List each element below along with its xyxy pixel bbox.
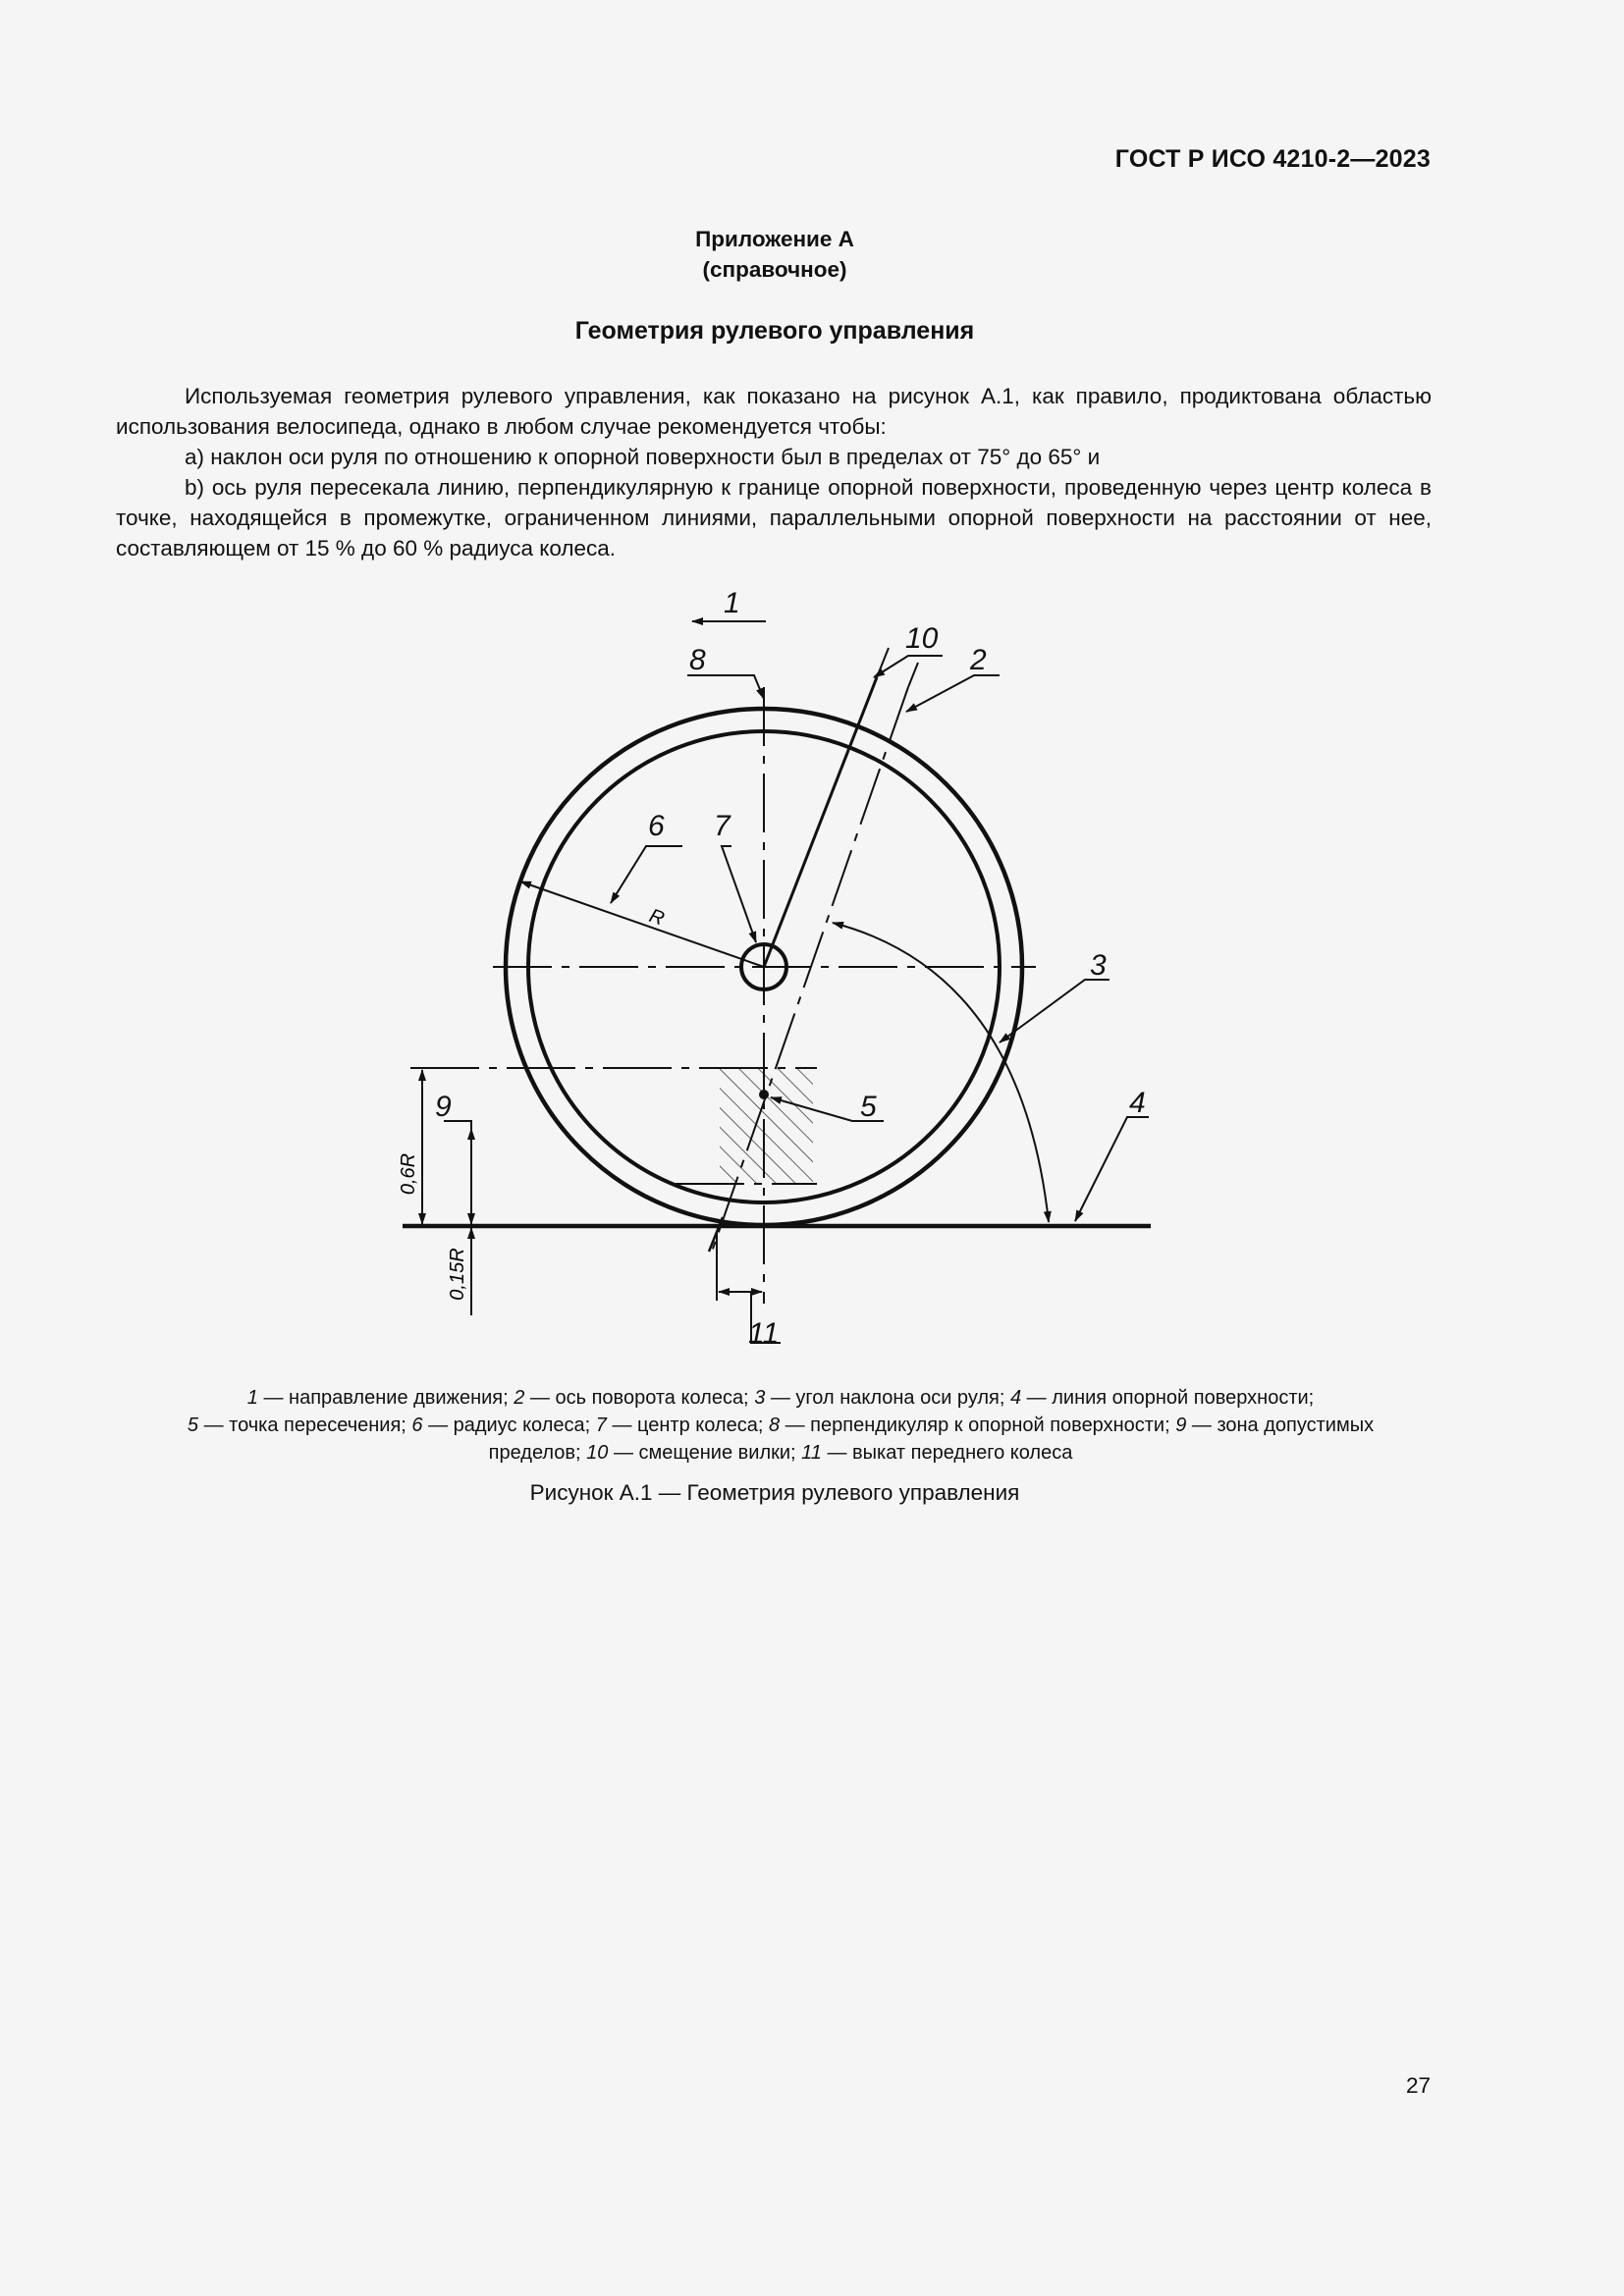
- legend-num-1: 1: [246, 1387, 258, 1409]
- callout-8: 8: [689, 644, 706, 676]
- body-text: [116, 381, 1432, 563]
- leader-3: [1000, 980, 1110, 1042]
- list-item-a: a) наклон оси руля по отношению к опорной поверхности был в пределах от 75° до 65° и: [185, 445, 1101, 469]
- standard-number: ГОСТ Р ИСО 4210-2—2023: [1114, 145, 1431, 173]
- figure-caption: Рисунок А.1 — Геометрия рулевого управления: [529, 1480, 1020, 1505]
- legend-text-5: — точка пересечения;: [198, 1415, 412, 1436]
- section-title: Геометрия рулевого управления: [574, 317, 975, 345]
- leader-4: [1075, 1117, 1149, 1221]
- paragraph-intro: Используемая геометрия рулевого управления, как показано на рисунок А.1, как правило, продиктована областью использования велосипеда, однако в любом случае рекомендуется чтобы:: [116, 384, 1432, 439]
- steering-geometry-figure: [373, 569, 1178, 1364]
- legend-num-7: 7: [595, 1415, 607, 1436]
- callout-7: 7: [714, 810, 731, 842]
- legend-text-2: — ось поворота колеса;: [524, 1387, 755, 1409]
- dim-label-0-15R: 0,15R: [447, 1248, 468, 1301]
- legend-text-4: — линия опорной поверхности;: [1021, 1387, 1315, 1409]
- callout-3: 3: [1090, 949, 1107, 982]
- callout-11: 11: [748, 1317, 780, 1350]
- leader-8: [687, 675, 764, 699]
- legend-num-2: 2: [514, 1387, 525, 1409]
- callout-5: 5: [860, 1091, 877, 1123]
- intersection-point: [759, 1090, 769, 1099]
- annex-title: Приложение А: [695, 227, 854, 251]
- radius-label: R: [646, 904, 668, 931]
- legend-num-8: 8: [768, 1415, 781, 1436]
- leader-7: [722, 846, 756, 942]
- callout-9: 9: [435, 1091, 452, 1123]
- legend-text-11: — выкат переднего колеса: [821, 1442, 1073, 1464]
- legend-text-10: — смещение вилки;: [608, 1442, 802, 1464]
- callout-10: 10: [905, 622, 939, 655]
- callout-2: 2: [970, 644, 987, 676]
- leader-2: [906, 675, 1000, 712]
- callout-1: 1: [724, 587, 740, 619]
- legend-text-9: — зона допустимых пределов;: [488, 1415, 1375, 1464]
- legend-num-9: 9: [1175, 1415, 1187, 1436]
- legend-num-10: 10: [586, 1442, 609, 1464]
- legend-num-11: 11: [801, 1442, 822, 1464]
- radius-line: [520, 881, 764, 967]
- callout-6: 6: [648, 810, 665, 842]
- tolerance-zone-hatch: [720, 1068, 813, 1184]
- legend-num-4: 4: [1010, 1387, 1022, 1409]
- annex-subtitle: (справочное): [702, 257, 847, 282]
- fork-line: [764, 677, 877, 967]
- legend-text-8: — перпендикуляр к опорной поверхности;: [780, 1415, 1176, 1436]
- legend-text-1: — направление движения;: [257, 1387, 514, 1409]
- legend-num-3: 3: [754, 1387, 766, 1409]
- list-item-b: b) ось руля пересекала линию, перпендикулярную к границе опорной поверхности, проведенную через центр колеса в точке, находящейся в промежутке, ограниченном линиями, параллельными опорной поверхности на расстоянии от нее, составляющем от 15 % до 60 % радиуса колеса.: [116, 475, 1432, 561]
- dim-label-0-6R: 0,6R: [398, 1152, 419, 1196]
- callout-4: 4: [1129, 1087, 1146, 1119]
- legend-text-6: — радиус колеса;: [422, 1415, 596, 1436]
- page-number: 27: [1405, 2073, 1431, 2098]
- legend-text-7: — центр колеса;: [606, 1415, 769, 1436]
- legend-num-6: 6: [411, 1415, 423, 1436]
- fork-offset-ext2: [908, 663, 918, 687]
- legend-num-5: 5: [187, 1415, 199, 1436]
- figure-legend: [177, 1384, 1384, 1467]
- legend-text-3: — угол наклона оси руля;: [765, 1387, 1010, 1409]
- leader-6: [611, 846, 682, 903]
- annex-heading: [0, 224, 1549, 285]
